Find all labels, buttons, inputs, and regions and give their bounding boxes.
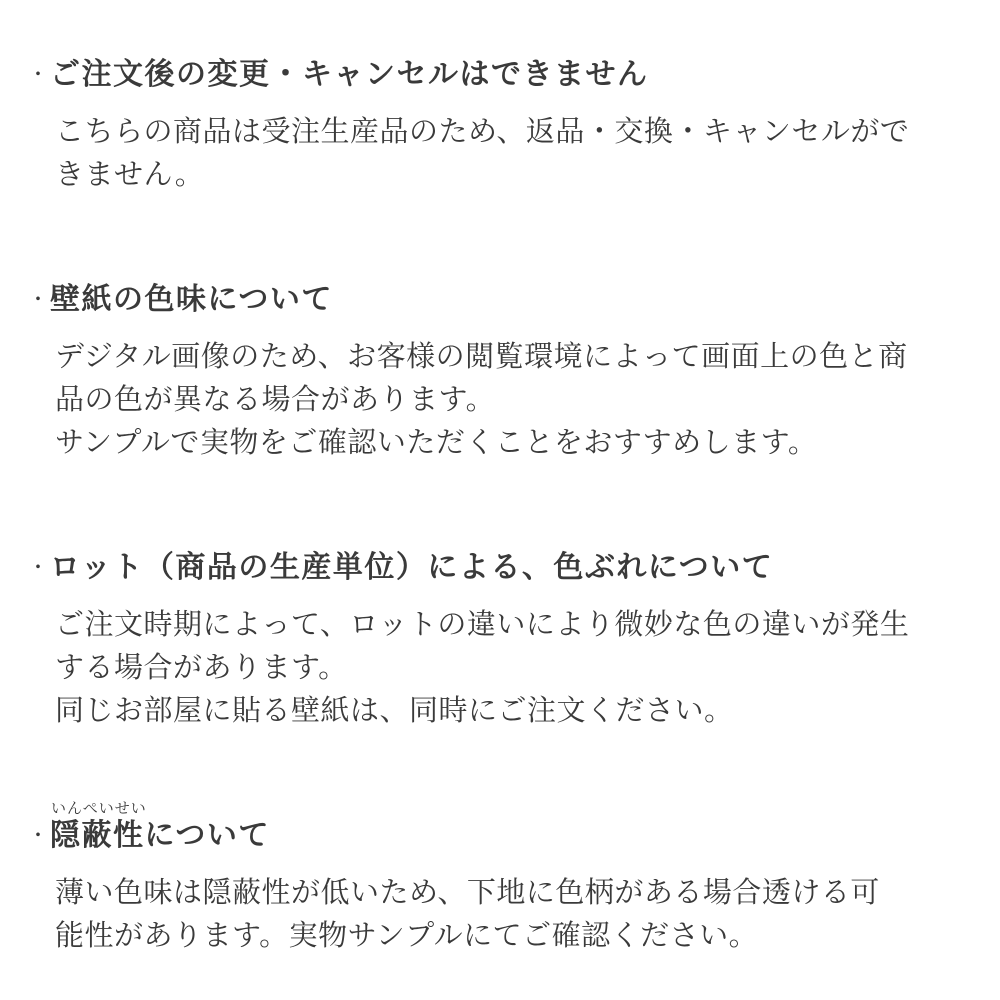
body-line: 品の色が異なる場合があります。 [55, 384, 496, 416]
section-heading-row [28, 281, 972, 319]
section-heading: 壁紙の色味について [50, 283, 333, 316]
body-line: きません。 [55, 159, 205, 191]
body-line: デジタル画像のため、お客様の閲覧環境によって画面上の色と商 [55, 341, 908, 373]
bullet-icon: ・ [28, 64, 48, 86]
section-heading-row [28, 800, 972, 855]
heading-rest-text: について [144, 819, 270, 852]
bullet-icon: ・ [28, 825, 48, 847]
body-line: 能性があります。実物サンプルにてご確認ください。 [55, 920, 759, 952]
body-line: こちらの商品は受注生産品のため、返品・交換・キャンセルがで [55, 116, 910, 148]
section-opacity [28, 800, 972, 958]
section-body [28, 336, 972, 465]
bullet-icon: ・ [28, 289, 48, 311]
section-color-tone [28, 281, 972, 465]
section-heading-row [28, 56, 972, 94]
section-body [28, 872, 972, 958]
heading-base-text: 隠蔽性 [50, 819, 145, 852]
body-line: サンプルで実物をご確認いただくことをおすすめします。 [55, 427, 818, 459]
section-body [28, 111, 972, 197]
section-heading-row [28, 549, 972, 587]
body-line: 同じお部屋に貼る壁紙は、同時にご注文ください。 [55, 695, 734, 727]
body-line: する場合があります。 [55, 652, 348, 684]
section-heading [50, 800, 270, 855]
section-body [28, 604, 972, 733]
section-heading: ご注文後の変更・キャンセルはできません [50, 58, 649, 91]
bullet-icon: ・ [28, 557, 48, 579]
section-lot-variation [28, 549, 972, 733]
furigana-label: いんぺいせい [51, 800, 147, 817]
section-heading: ロット（商品の生産単位）による、色ぶれについて [50, 551, 774, 584]
body-line: 薄い色味は隠蔽性が低いため、下地に色柄がある場合透ける可 [55, 877, 880, 909]
section-order-cancel [28, 56, 972, 197]
body-line: ご注文時期によって、ロットの違いにより微妙な色の違いが発生 [55, 609, 910, 641]
ruby-base [50, 800, 147, 855]
